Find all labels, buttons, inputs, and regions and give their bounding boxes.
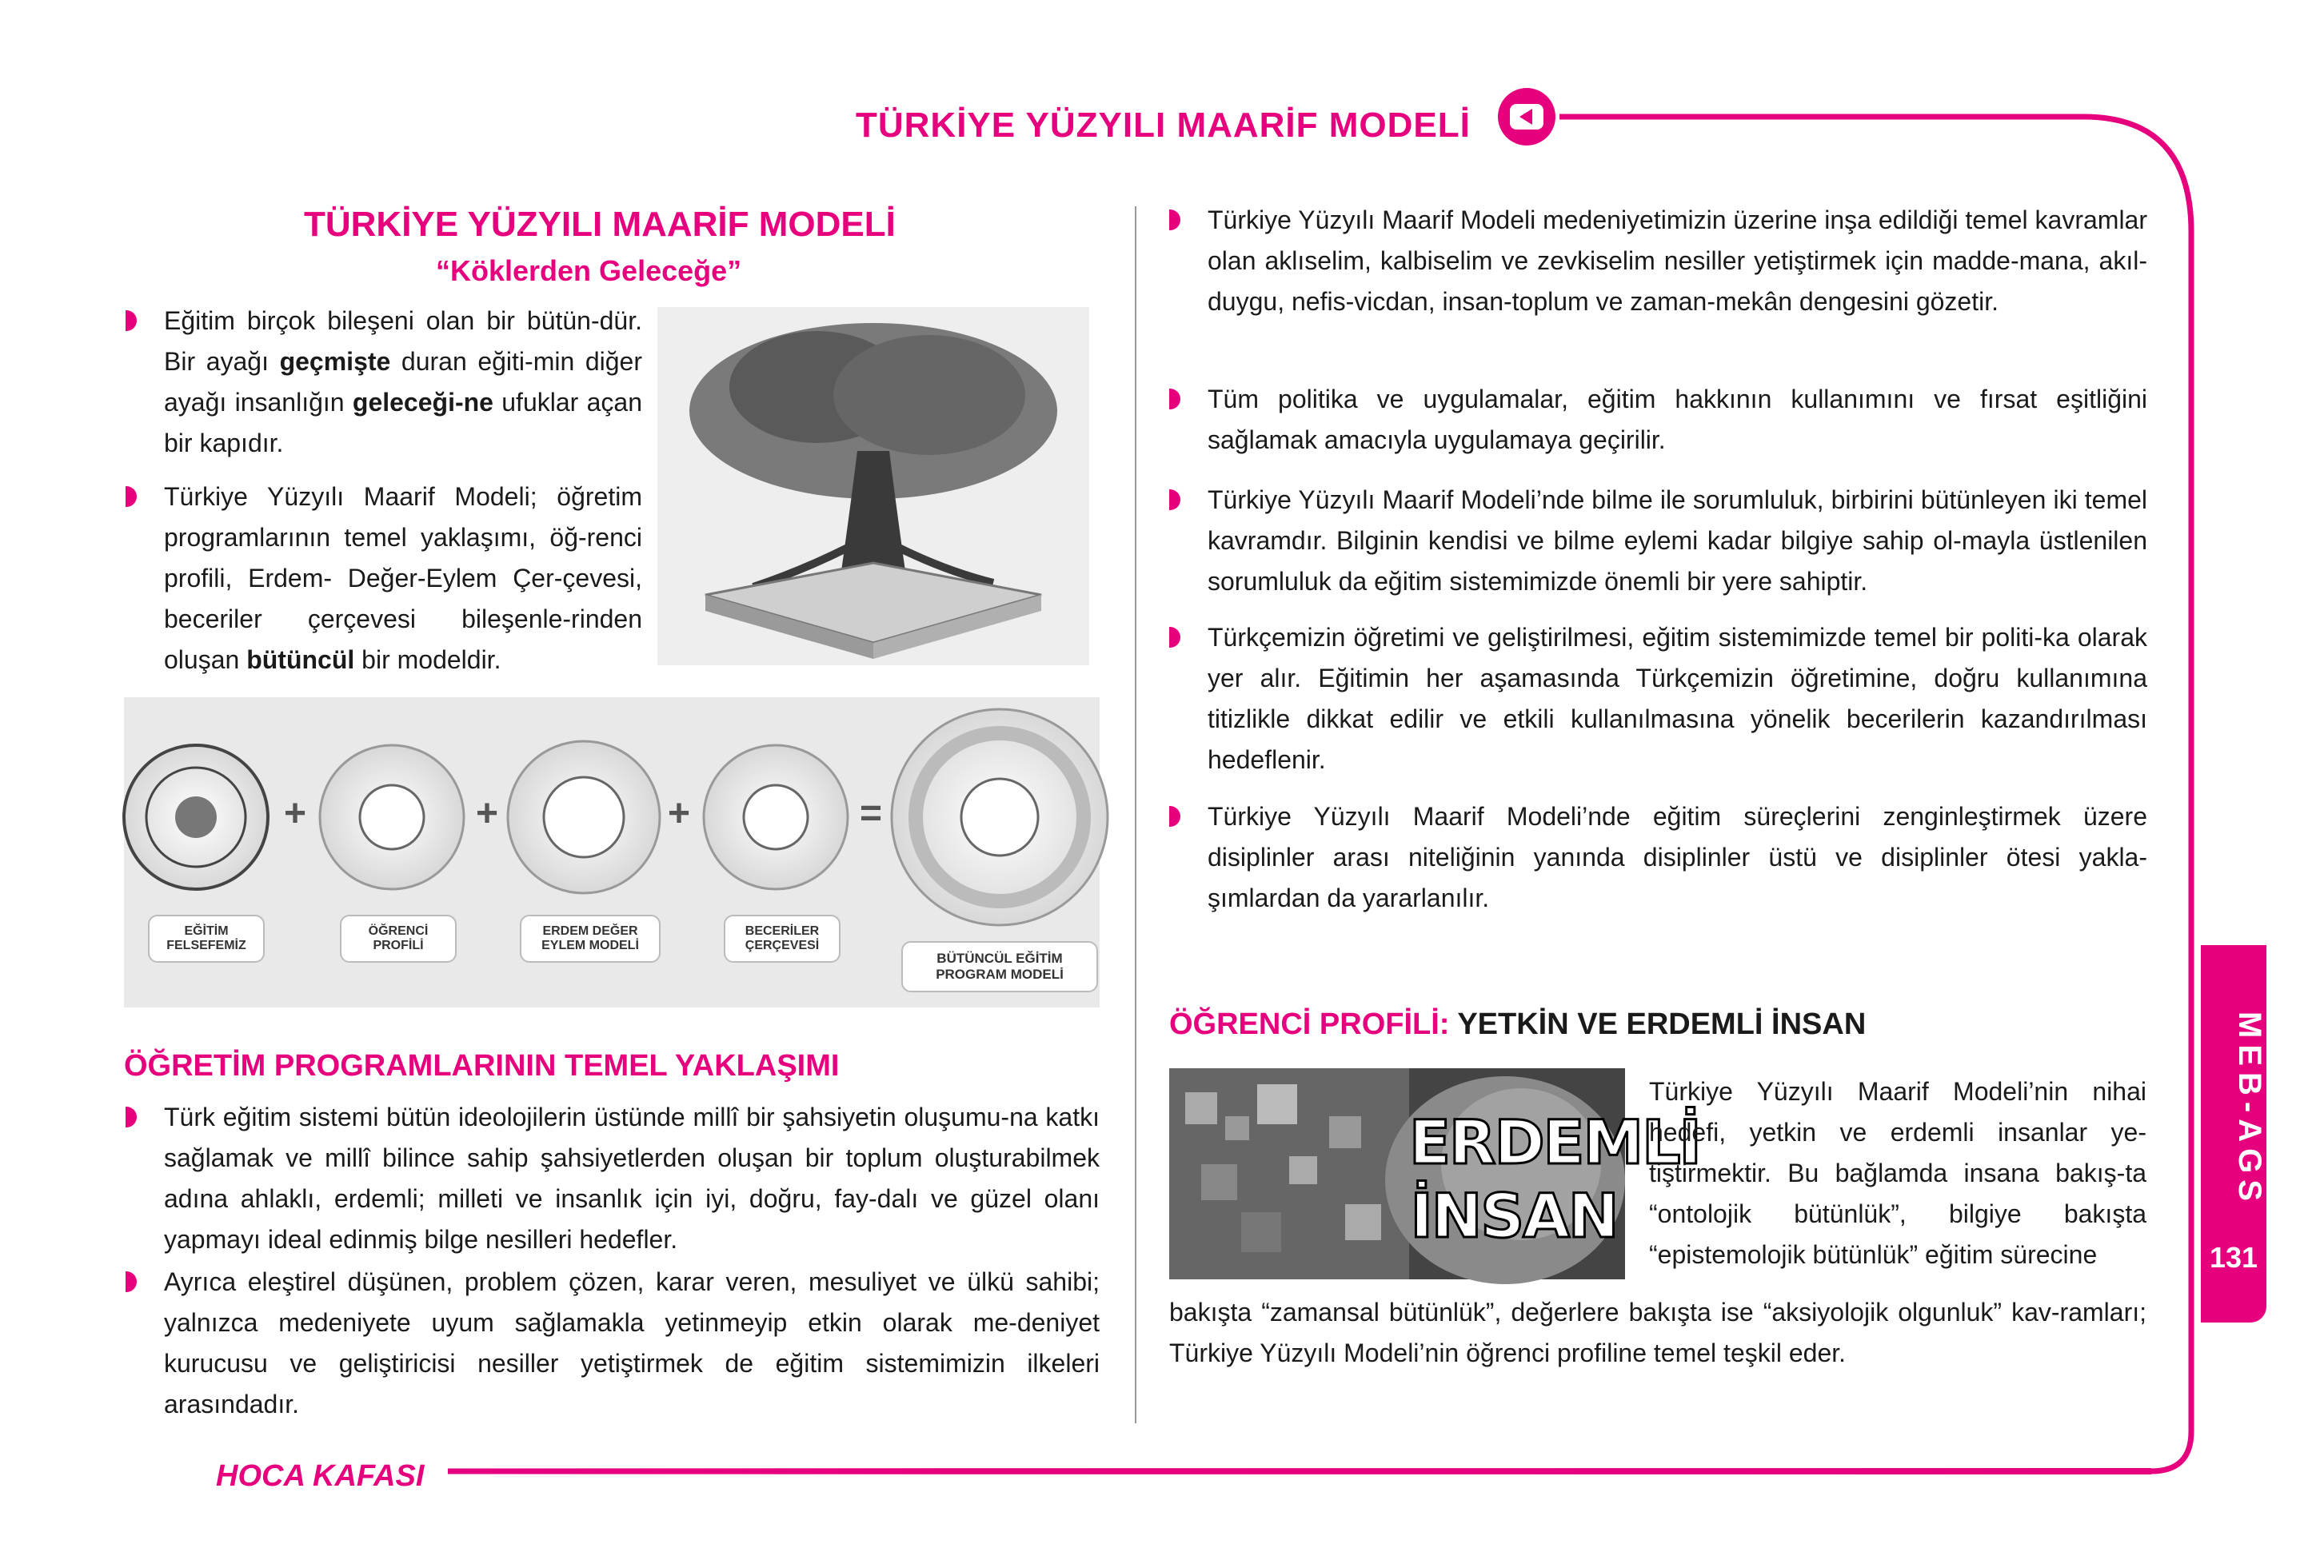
left-subtitle: “Köklerden Geleceğe” <box>436 254 742 287</box>
left-bullet-3: Türk eğitim sistemi bütün ideolojilerin üstünde millî bir şahsiyetin oluşumu-na katkı sağlamak ve millî bilince sahip şahsiyetlerden oluşan bir toplum oluşturabilmek adına ahlaklı, erdemli; milleti ve insanlık için iyi, doğru, fay-dalı ve güzel olanı yapmayı ideal edinmiş bilge nesilleri hedefler. <box>164 1097 1100 1260</box>
side-tab-label: MEB-AGS <box>2232 1011 2267 1207</box>
diagram-op-2: + <box>476 792 499 835</box>
image-text-line-1: ERDEMLİ <box>1409 1107 1700 1178</box>
tree-book-illustration <box>657 307 1089 665</box>
profile-text-below: bakışta “zamansal bütünlük”, değerlere bakışta ise “aksiyolojik olgunluk” kav-ramları; Türkiye Yüzyılı Modeli’nin öğrenci profiline temel teşkil eder. <box>1169 1298 2146 1367</box>
right-bullet-4: Türkçemizin öğretimi ve geliştirilmesi, eğitim sistemimizde temel bir politi-ka olarak yer alır. Eğitimin her aşamasında Türkçemizin öğretimine, doğru kullanımına titizlikle dikkat edilir ve etkili kullanılmasına yönelik becerilerin kazandırılması hedeflenir. <box>1208 617 2147 780</box>
header-title: TÜRKİYE YÜZYILI MAARİF MODELİ <box>856 106 1471 145</box>
diagram-op-4: = <box>860 792 883 835</box>
left-bullet-1: Eğitim birçok bileşeni olan bir bütün-dür. Bir ayağı geçmişte duran eğiti-min diğer ayağı insanlığın geleceği-ne ufuklar açan bir kapıdır. <box>164 301 642 464</box>
diagram-label-philosophy: EĞİTİM FELSEFEMİZ <box>148 915 265 963</box>
profile-text-beside: Türkiye Yüzyılı Maarif Modeli’nin nihai hedefi, yetkin ve erdemli insanlar ye-tiştirmektir. Bu bağlamda insana bakış-ta “ontolojik bütünlük”, bilgiye bakışta “epistemolojik bütünlük” eğitim sürecine <box>1649 1077 2146 1269</box>
footer-brand: HOCA KAFASI <box>216 1459 425 1493</box>
diagram-label-student-profile: ÖĞRENCİ PROFİLİ <box>340 915 457 963</box>
left-bullet-4: Ayrıca eleştirel düşünen, problem çözen, karar veren, mesuliyet ve ülkü sahibi; yalnızca medeniyete uyum sağlamakla yetinmeyip etkin olarak me-deniyet kurucusu ve geliştiricisi nesiller yetiştirmek de eğitim sistemimizin ilkeleri arasındadır. <box>164 1262 1100 1425</box>
image-text-line-2: İNSAN <box>1410 1180 1618 1251</box>
right-bullet-5: Türkiye Yüzyılı Maarif Modeli’nde eğitim süreçlerini zenginleştirmek üzere disiplinler arası niteliğinin yanında disiplinler üstü ve disiplinler ötesi yakla-şımlardan da yararlanılır. <box>1208 796 2147 919</box>
diagram-op-3: + <box>668 792 691 835</box>
diagram-label-skills: BECERİLER ÇERÇEVESİ <box>724 915 841 963</box>
diagram-op-1: + <box>284 792 307 835</box>
student-profile-heading: ÖĞRENCİ PROFİLİ: YETKİN VE ERDEMLİ İNSAN <box>1169 1007 1867 1041</box>
diagram-label-virtue-model: ERDEM DEĞER EYLEM MODELİ <box>520 915 661 963</box>
left-bullet-2: Türkiye Yüzyılı Maarif Modeli; öğretim programlarının temel yaklaşımı, öğ-renci profili, Erdem- Değer-Eylem Çer-çevesi, beceriler çerçevesi bileşenle-rinden oluşan bütüncül bir modeldir. <box>164 477 642 680</box>
right-bullet-3: Türkiye Yüzyılı Maarif Modeli’nde bilme ile sorumluluk, birbirini bütünleyen iki temel kavramdır. Bilginin kendisi ve bilme eylemi kadar bilgiye sahip ol-mayla üstlenilen sorumluluk da eğitim sistemimizde önemli bir yere sahiptir. <box>1208 480 2147 602</box>
teaching-approach-heading: ÖĞRETİM PROGRAMLARININ TEMEL YAKLAŞIMI <box>124 1049 840 1083</box>
diagram-label-holistic-model: BÜTÜNCÜL EĞİTİM PROGRAM MODELİ <box>901 941 1098 992</box>
page-number: 131 <box>2209 1241 2258 1274</box>
left-title: TÜRKİYE YÜZYILI MAARİF MODELİ <box>304 205 896 244</box>
right-bullet-2: Tüm politika ve uygulamalar, eğitim hakkının kullanımını ve fırsat eşitliğini sağlamak amacıyla uygulamaya geçirilir. <box>1208 379 2147 461</box>
back-triangle-icon[interactable] <box>1492 85 1561 149</box>
virtuous-human-image <box>1169 1068 1700 1279</box>
model-components-diagram <box>124 697 1100 1007</box>
right-bullet-1: Türkiye Yüzyılı Maarif Modeli medeniyetimizin üzerine inşa edildiği temel kavramlar olan aklıselim, kalbiselim ve zevkiselim nesiller yetiştirmek için madde-mana, akıl-duygu, nefis-vicdan, insan-toplum ve zaman-mekân dengesini gözetir. <box>1208 200 2147 322</box>
